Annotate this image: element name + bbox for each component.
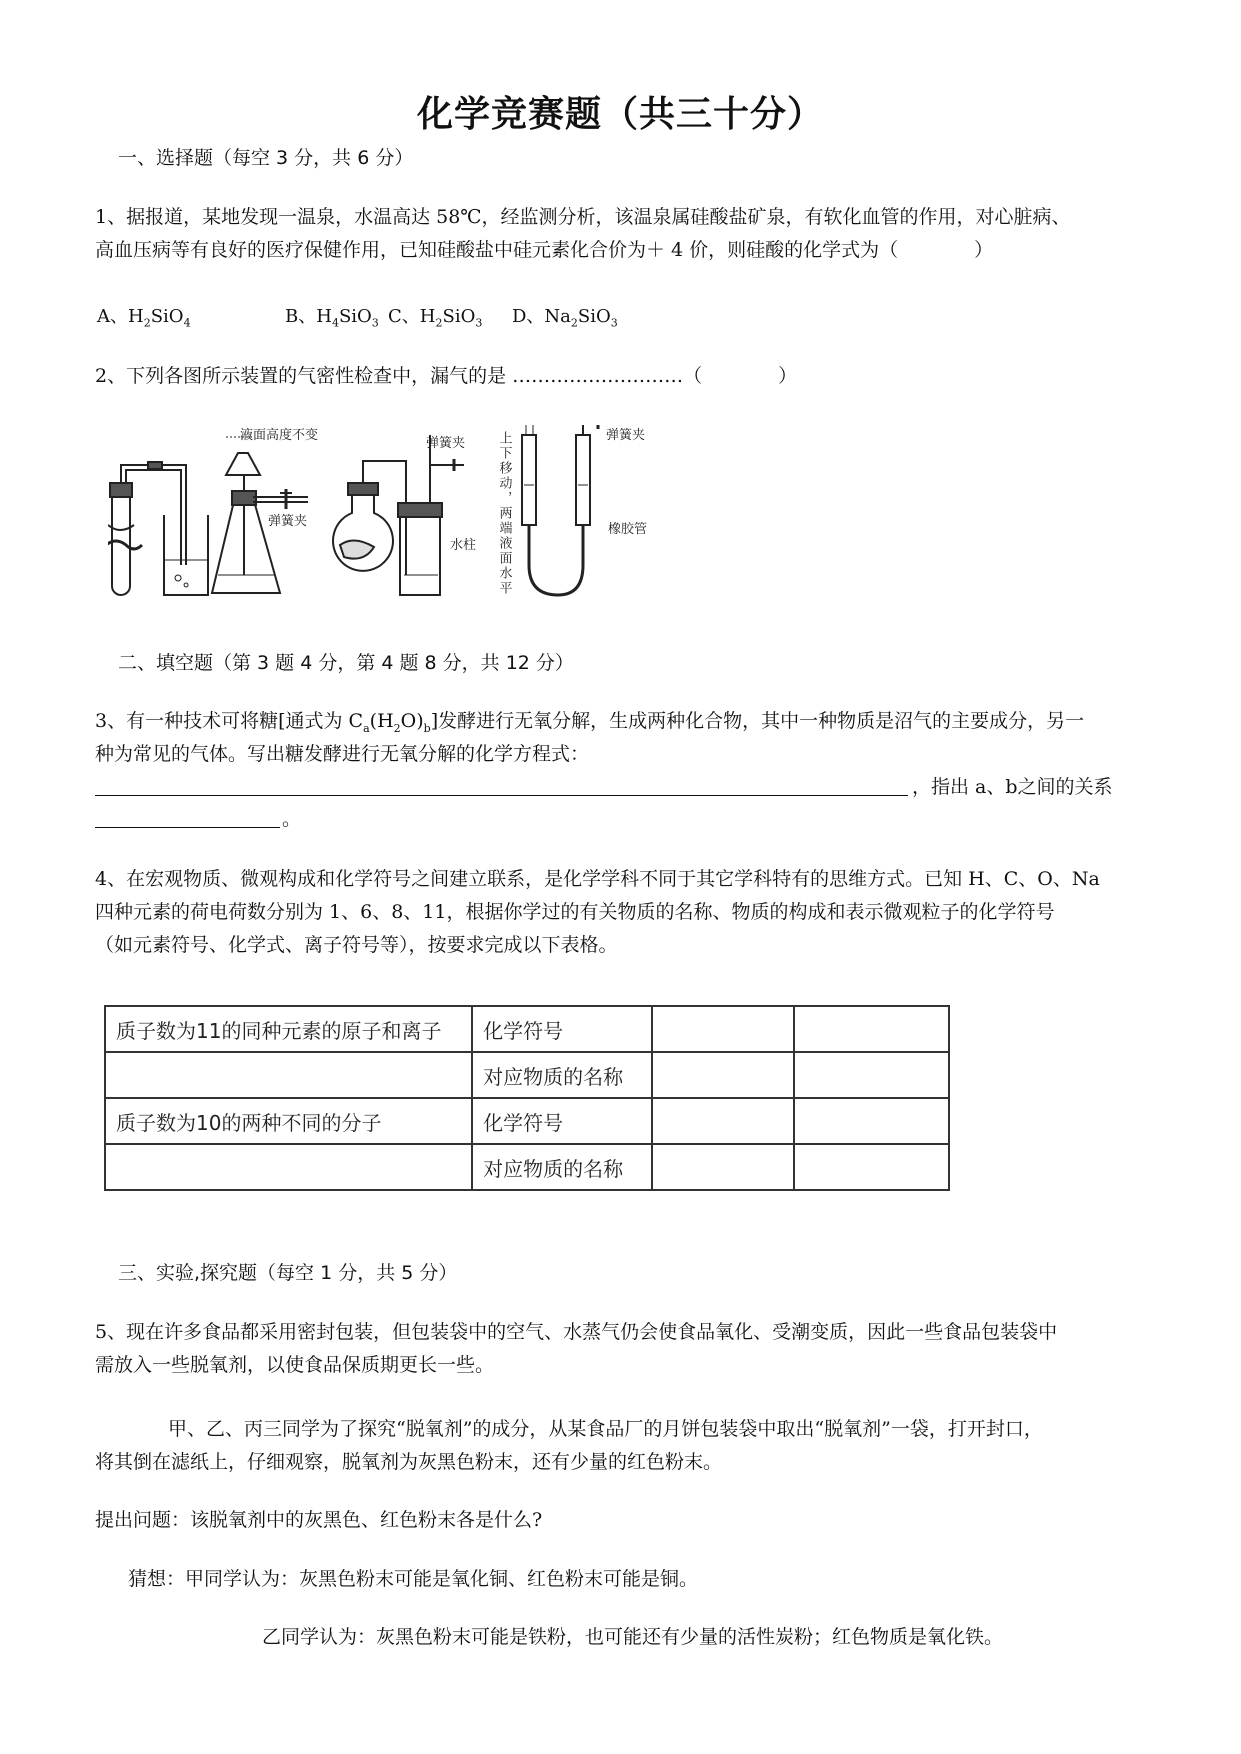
table-cell: 对应物质的名称 [472,1144,652,1190]
section-3-heading: 三、实验,探究题（每空 1 分，共 5 分） [118,1262,458,1284]
q5-line4: 将其倒在滤纸上，仔细观察，脱氧剂为灰黑色粉末，还有少量的红色粉末。 [95,1451,723,1473]
label-level: 液面高度不变 [240,428,319,443]
label-vertical: 上下移动，两端液面水平 [496,431,512,596]
table-answer-cell[interactable] [652,1098,795,1144]
q5-question: 提出问题：该脱氧剂中的灰黑色、红色粉末各是什么? [95,1509,543,1531]
table-row [105,1006,949,1052]
apparatus-4-burettes [522,425,608,595]
table-cell: 质子数为10的两种不同的分子 [105,1098,472,1144]
q5-line3: 甲、乙、丙三同学为了探究“脱氧剂”的成分，从某食品厂的月饼包装袋中取出“脱氧剂”一袋，打开封口， [168,1418,1043,1440]
table-answer-cell[interactable] [652,1144,795,1190]
q1-line2: 高血压病等有良好的医疗保健作用，已知硅酸盐中硅元素化合价为＋ 4 价，则硅酸的化学式为（ ） [95,239,994,261]
table-answer-cell[interactable] [794,1098,949,1144]
q4-line1: 4、在宏观物质、微观构成和化学符号之间建立联系，是化学学科不同于其它学科特有的思维方式。已知 H、C、O、Na [95,868,1100,890]
table-cell: 化学符号 [472,1006,652,1052]
q2-text: 2、下列各图所示装置的气密性检查中，漏气的是 ………………………（ ） [95,365,798,387]
table-answer-cell[interactable] [794,1006,949,1052]
option-a: A、$H_2SiO_4$ [97,306,191,330]
label-water: 水柱 [450,538,477,553]
option-b: B、$H_4SiO_3$ [285,306,379,330]
table-cell [105,1052,472,1098]
q3-line3-tail: ，指出 a、b之间的关系 [912,776,1113,798]
table-row [105,1144,949,1190]
q5-line1: 5、现在许多食品都采用密封包装，但包装袋中的空气、水蒸气仍会使食品氧化、受潮变质，因此一些食品包装袋中 [95,1321,1058,1343]
table-answer-cell[interactable] [652,1006,795,1052]
table-cell: 化学符号 [472,1098,652,1144]
option-d: D、$Na_2SiO_3$ [512,306,618,330]
table-cell: 质子数为11的同种元素的原子和离子 [105,1006,472,1052]
answer-line-equation[interactable] [95,795,908,796]
q3-line2: 种为常见的气体。写出糖发酵进行无氧分解的化学方程式： [95,743,590,765]
option-c: C、$H_2SiO_3$ [388,306,483,330]
table-row [105,1098,949,1144]
table-row [105,1052,949,1098]
q4-line2: 四种元素的荷电荷数分别为 1、6、8、11，根据你学过的有关物质的名称、物质的构成和表示微观粒子的化学符号 [95,901,1055,923]
page-title: 化学竞赛题（共三十分） [416,94,824,135]
label-clamp-3: 弹簧夹 [606,428,646,443]
q5-guess-2: 乙同学认为：灰黑色粉末可能是铁粉，也可能还有少量的活性炭粉；红色物质是氧化铁。 [262,1626,1004,1648]
apparatus-1-test-tube [108,462,186,595]
section-2-heading: 二、填空题（第 3 题 4 分，第 4 题 8 分，共 12 分） [118,652,574,674]
label-hose: 橡胶管 [608,522,648,537]
q1-line1: 1、据报道，某地发现一温泉，水温高达 58℃，经监测分析，该温泉属硅酸盐矿泉，有软化血管的作用，对心脏病、 [95,206,1071,228]
q3-line1: 3、有一种技术可将糖[通式为 $C_a(H_2O)_b$]发酵进行无氧分解，生成两种化合物，其中一种物质是沼气的主要成分，另一 [95,710,1085,735]
apparatus-3-flask [333,435,464,595]
answer-line-relation[interactable] [95,827,280,828]
q5-line2: 需放入一些脱氧剂，以使食品保质期更长一些。 [95,1354,495,1376]
table-cell: 对应物质的名称 [472,1052,652,1098]
section-1-heading: 一、选择题（每空 3 分，共 6 分） [118,147,414,169]
q4-line3: （如元素符号、化学式、离子符号等），按要求完成以下表格。 [95,934,618,956]
table-answer-cell[interactable] [794,1144,949,1190]
label-clamp-2: 弹簧夹 [426,436,466,451]
table-cell [105,1144,472,1190]
apparatus-figure [108,425,728,605]
table-answer-cell[interactable] [652,1052,795,1098]
answer-table [104,1005,950,1191]
table-answer-cell[interactable] [794,1052,949,1098]
label-clamp-1: 弹簧夹 [268,514,308,529]
q5-guess-1: 猜想：甲同学认为：灰黑色粉末可能是氧化铜、红色粉末可能是铜。 [128,1568,699,1590]
q3-line4-tail: 。 [282,808,302,830]
